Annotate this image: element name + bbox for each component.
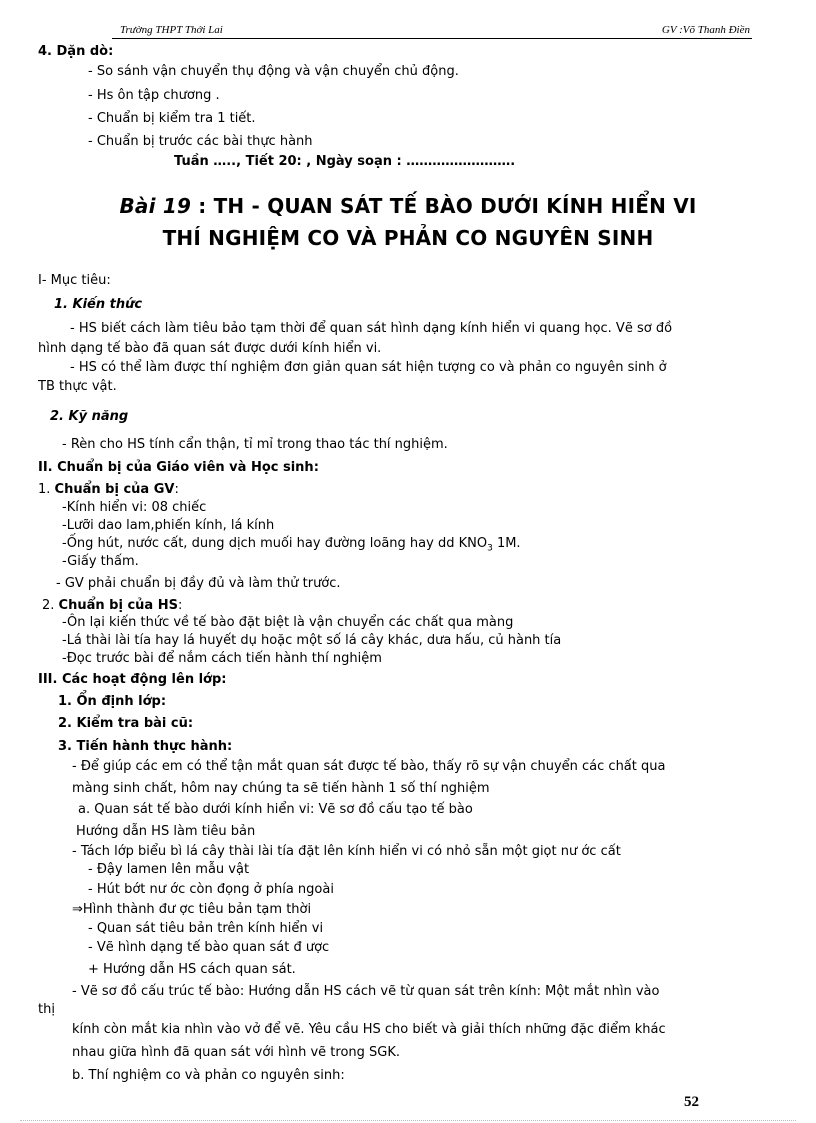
hs-prep-item: -Đọc trước bài để nắm cách tiến hành thí nghiệm bbox=[62, 651, 382, 666]
activity-line: - Vẽ hình dạng tế bào quan sát đ ược bbox=[88, 940, 330, 955]
gv-prep-title: Chuẩn bị của GV bbox=[54, 482, 175, 497]
lesson-title-text: : TH - QUAN SÁT TẾ BÀO DƯỚI KÍNH HIỂN VI bbox=[191, 194, 697, 218]
step-1: 1. Ổn định lớp: bbox=[58, 694, 167, 709]
knowledge-line: - HS biết cách làm tiêu bảo tạm thời để quan sát hình dạng kính hiển vi quang học. Vẽ sơ đồ bbox=[70, 321, 673, 336]
skill-line: - Rèn cho HS tính cẩn thận, tỉ mỉ trong thao tác thí nghiệm. bbox=[62, 437, 448, 452]
page-header bbox=[112, 22, 752, 39]
week-line: Tuần ….., Tiết 20: , Ngày soạn : ……………………. bbox=[174, 154, 516, 169]
gv-prep-colon: : bbox=[174, 482, 179, 497]
activity-line: + Hướng dẫn HS cách quan sát. bbox=[88, 962, 296, 977]
lesson-number: Bài 19 bbox=[119, 194, 192, 218]
knowledge-line: TB thực vật. bbox=[38, 379, 117, 394]
lesson-title-line1 bbox=[0, 194, 816, 218]
activity-line: - Vẽ sơ đồ cấu trúc tế bào: Hướng dẫn HS cách vẽ từ quan sát trên kính: Một mắt nhìn vào bbox=[72, 984, 660, 999]
step-3: 3. Tiến hành thực hành: bbox=[58, 739, 233, 754]
activity-line: a. Quan sát tế bào dưới kính hiển vi: Vẽ sơ đồ cấu tạo tế bào bbox=[78, 802, 473, 817]
activity-line: thị bbox=[38, 1002, 55, 1017]
hs-prep-colon: : bbox=[177, 598, 183, 613]
header-teacher: GV :Võ Thanh Điền bbox=[661, 24, 750, 36]
activity-line: - Để giúp các em có thể tận mắt quan sát được tế bào, thấy rõ sự vận chuyển các chất qua bbox=[72, 759, 666, 774]
knowledge-line: - HS có thể làm được thí nghiệm đơn giản quan sát hiện tượng co và phản co nguyên sinh ở bbox=[70, 360, 667, 375]
step-2: 2. Kiểm tra bài cũ: bbox=[58, 716, 194, 731]
activity-line: kính còn mắt kia nhìn vào vở để vẽ. Yêu cầu HS cho biết và giải thích những đặc điểm khác bbox=[72, 1022, 666, 1037]
activity-line: b. Thí nghiệm co và phản co nguyên sinh: bbox=[72, 1068, 345, 1083]
gv-prep-number: 1. bbox=[38, 482, 55, 497]
gv-prep-item: -Lưỡi dao lam,phiến kính, lá kính bbox=[62, 518, 275, 533]
gv-prep-note: - GV phải chuẩn bị đầy đủ và làm thử trước. bbox=[56, 576, 341, 591]
activity-line: - Tách lớp biểu bì lá cây thài lài tía đặt lên kính hiển vi có nhỏ sẵn một giọt nư ớc cất bbox=[72, 844, 621, 859]
activities-heading: III. Các hoạt động lên lớp: bbox=[38, 672, 227, 687]
lesson-title-line2: THÍ NGHIỆM CO VÀ PHẢN CO NGUYÊN SINH bbox=[162, 226, 654, 250]
activity-line: Hướng dẫn HS làm tiêu bản bbox=[76, 824, 256, 839]
skill-heading: 2. Kỹ năng bbox=[50, 409, 129, 424]
prep-heading: II. Chuẩn bị của Giáo viên và Học sinh: bbox=[38, 460, 319, 475]
gv-prep-item-text: -Ống hút, nước cất, dung dịch muối hay đường loãng hay dd KNO bbox=[62, 536, 488, 551]
gv-prep-item: -Giấy thấm. bbox=[62, 554, 139, 569]
header-school: Trường THPT Thới Lai bbox=[120, 24, 223, 36]
gv-prep-item: -Kính hiển vi: 08 chiếc bbox=[62, 500, 207, 515]
hs-prep-item: -Lá thài lài tía hay lá huyết dụ hoặc một số lá cây khác, dưa hấu, củ hành tía bbox=[62, 633, 562, 648]
knowledge-line: hình dạng tế bào đã quan sát được dưới kính hiển vi. bbox=[38, 341, 382, 356]
activity-line: màng sinh chất, hôm nay chúng ta sẽ tiến hành 1 số thí nghiệm bbox=[72, 781, 490, 796]
activity-line: - Hút bớt nư ớc còn đọng ở phía ngoài bbox=[88, 882, 334, 897]
page-number: 52 bbox=[684, 1094, 699, 1110]
hs-prep-number: 2. bbox=[42, 598, 59, 613]
kno3-subscript: 3 bbox=[487, 543, 493, 554]
hs-prep-heading bbox=[42, 598, 182, 614]
objectives-heading: I- Mục tiêu: bbox=[38, 273, 111, 288]
homework-item: - Chuẩn bị kiểm tra 1 tiết. bbox=[88, 111, 256, 126]
activity-line: - Đậy lamen lên mẫu vật bbox=[88, 862, 250, 877]
gv-prep-heading bbox=[38, 482, 179, 498]
activity-line: - Quan sát tiêu bản trên kính hiển vi bbox=[88, 921, 324, 936]
kno3-tail: 1M. bbox=[492, 536, 521, 551]
homework-item: - So sánh vận chuyển thụ động và vận chuyển chủ động. bbox=[88, 64, 459, 79]
homework-item: - Chuẩn bị trước các bài thực hành bbox=[88, 134, 313, 149]
page-footer-divider bbox=[20, 1120, 796, 1121]
hs-prep-title: Chuẩn bị của HS bbox=[58, 598, 178, 613]
activity-line: ⇒Hình thành đư ợc tiêu bản tạm thời bbox=[72, 902, 312, 917]
homework-item: - Hs ôn tập chương . bbox=[88, 88, 220, 103]
section-4-heading: 4. Dặn dò: bbox=[38, 44, 114, 59]
knowledge-heading: 1. Kiến thức bbox=[54, 297, 143, 312]
hs-prep-item: -Ôn lại kiến thức về tế bào đặt biệt là vận chuyển các chất qua màng bbox=[62, 615, 514, 630]
activity-line: nhau giữa hình đã quan sát với hình vẽ trong SGK. bbox=[72, 1045, 401, 1060]
